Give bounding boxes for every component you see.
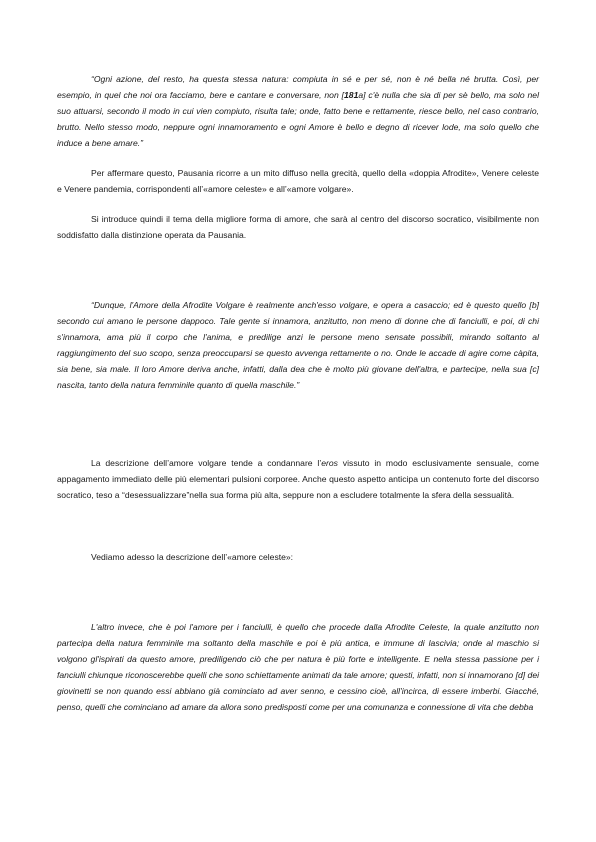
quote-paragraph-4: “Dunque, l'Amore della Afrodite Volgare è realmente anch'esso volgare, e opera a casaccio; ed è questo quello [b] secondo cui amano le persone dappoco. Tale gente si innamora, anzitutto, non meno di donne che di fanciulli, e poi, di chi s'innamora, ama più il corpo che l'anima, e predilige anzi le persone meno sensate possibili, mirando soltanto al raggiungimento del suo scopo, senza preoccuparsi se questo avvenga rettamente o no. Onde le accade di agire come càpita, sia bene, sia male. Il loro Amore deriva anche, infatti, dalla dea che è molto più giovane dell'altra, e partecipe, nella sua [c] nascita, tanto della natura femminile quanto di quella maschile.” <box>57 300 539 390</box>
document-page <box>57 71 539 715</box>
paragraph-spacer <box>57 197 539 211</box>
body-paragraph-3: Si introduce quindi il tema della migliore forma di amore, che sarà al centro del discorso socratico, visibilmente non soddisfatto dalla distinzione operata da Pausania. <box>57 214 539 240</box>
paragraph-spacer <box>57 393 539 455</box>
body-text: La descrizione dell’amore volgare tende a condannare l’ <box>91 458 322 468</box>
quote-text-continued: a] c'è nulla che sia di per sè bello, ma solo nel suo attuarsi, secondo il modo in cui vien compiuto, risulta tale; onde, fatto bene e rettamente, riesce bello, nel caso contrario, brutto. Nello stesso modo, neppure ogni innamoramento e ogni Amore è bello e degno di ricever lode, ma solo quello che induce a bene amare.” <box>57 90 539 148</box>
body-paragraph-6: Vediamo adesso la descrizione dell’«amore celeste»: <box>91 552 294 562</box>
paragraph-spacer <box>57 243 539 297</box>
paragraph-spacer <box>57 151 539 165</box>
quote-text: “Ogni azione, del resto, ha questa stessa natura: compiuta in sé e per sé, non è né bella né brutta. Così, per esempio, in quel che noi ora facciamo, bere e cantare e conversare, non [ <box>57 74 539 100</box>
italic-term: eros <box>321 458 338 468</box>
body-text-continued: vissuto in modo esclusivamente sensuale, come appagamento immediato delle più elementari pulsioni corporee. Anche questo aspetto anticipa un contenuto forte del discorso socratico, teso a “desessualizzare”nella sua forma più alta, seppure non a escludere totalmente la sfera della sessualità. <box>57 458 539 500</box>
quote-paragraph-7: L'altro invece, che è poi l'amore per i fanciulli, è quello che procede dalla Afrodite Celeste, la quale anzitutto non partecipa della natura femminile ma soltanto della maschile e poi è più antica, e immune di lascivia; onde al maschio si volgono gl'ispirati da questo amore, prediligendo ciò che per natura è più forte e intelligente. E nella stessa passione per i fanciulli chiunque riconoscerebbe quelli che sono schiettamente animati da tale amore; questi, infatti, non si innamorano [d] dei giovinetti se non quando essi abbiano già cominciato ad aver senno, e cessino cioè, all'incirca, di essere imberbi. Giacché, penso, quelli che cominciano ad amare da allora sono predisposti come per una comunanza e connessione di vita che debba <box>57 622 540 712</box>
body-paragraph-2: Per affermare questo, Pausania ricorre a un mito diffuso nella grecità, quello della «doppia Afrodite», Venere celeste e Venere pandemia, corrispondenti all’«amore celeste» e all’«amore volgare». <box>57 168 539 194</box>
quote-paragraph-1 <box>57 71 539 151</box>
paragraph-spacer <box>57 565 539 619</box>
paragraph-spacer <box>57 503 539 549</box>
stephanus-page-number: 181 <box>344 90 359 100</box>
body-paragraph-5 <box>57 455 539 503</box>
